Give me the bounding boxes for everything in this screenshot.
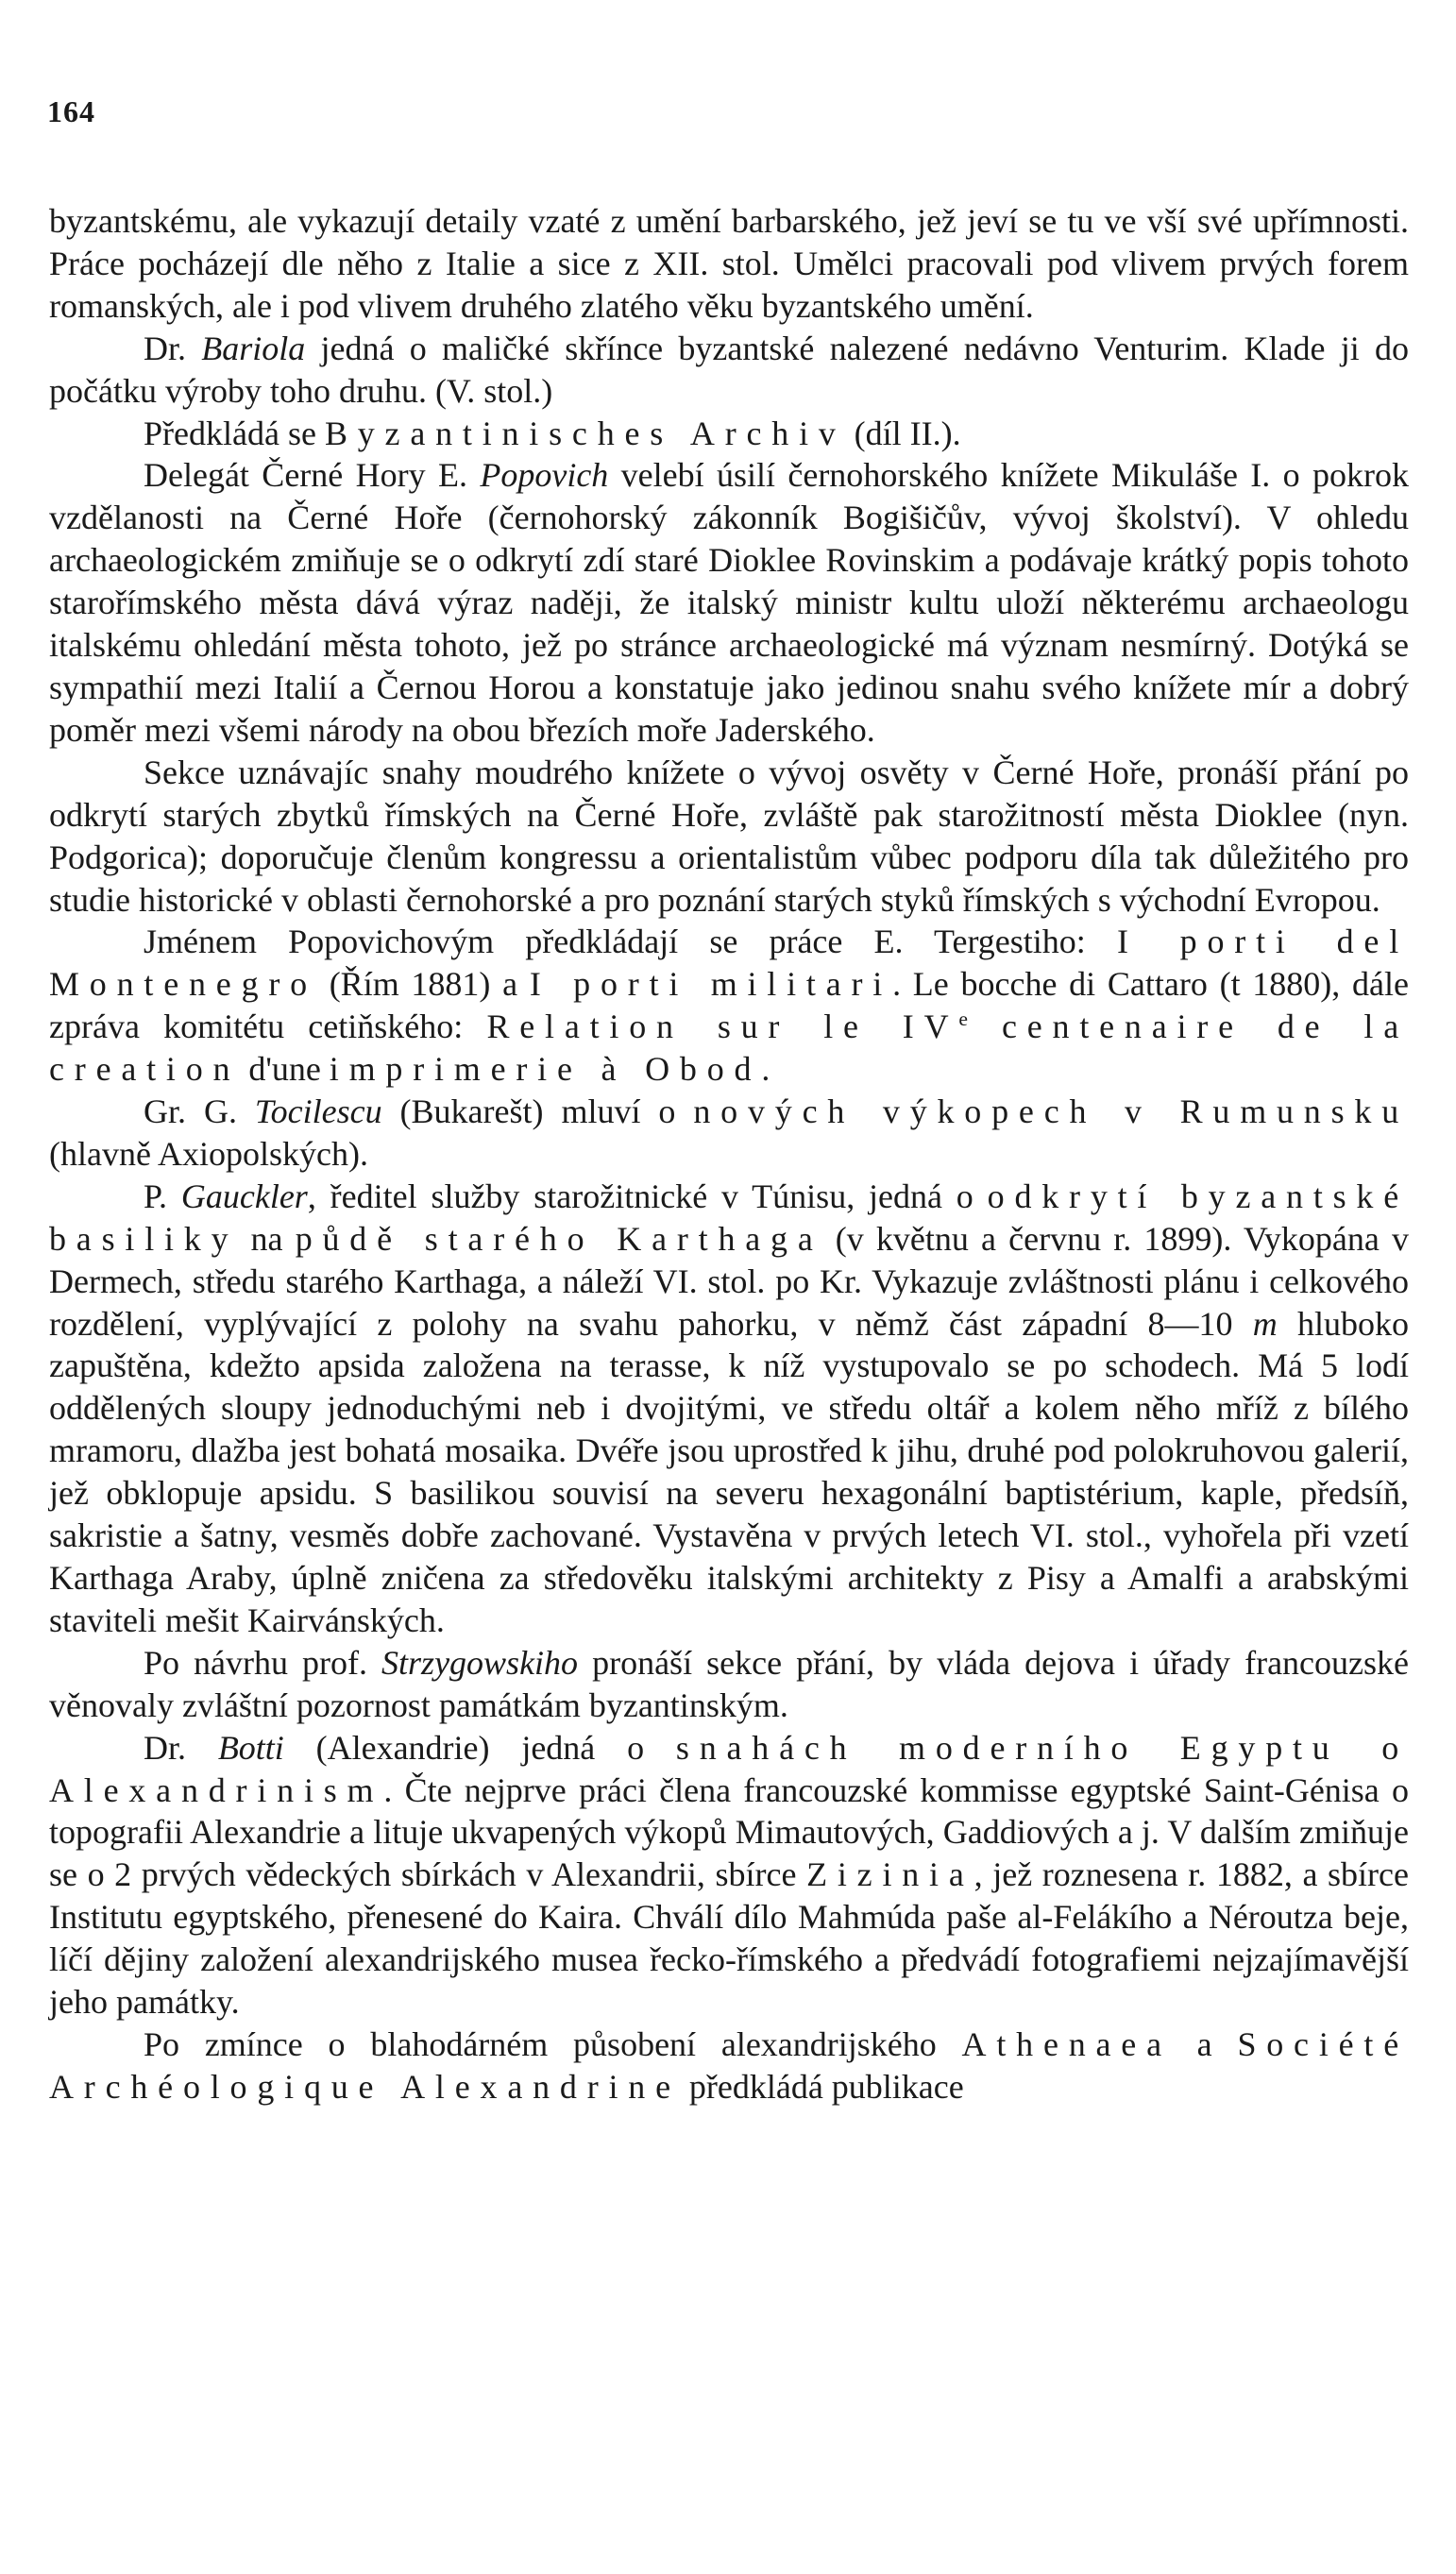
page-number: 164 (47, 94, 95, 128)
text-run: Předkládá se (144, 414, 325, 452)
text-run: d'une (240, 1050, 330, 1089)
paragraph-p2 (49, 328, 1409, 413)
text-run: imprimerie à Obod (329, 1050, 762, 1089)
paragraph-p8 (49, 1176, 1409, 1642)
text-run: . (761, 1050, 770, 1089)
text-run: (Bukarešt) mluví o (381, 1092, 694, 1131)
text-run: Po návrhu prof. (144, 1643, 382, 1682)
paragraph-p1 (49, 200, 1409, 328)
text-run: Po zmínce o blahodárném působení alexandrijského (144, 2024, 962, 2063)
paragraph-p11 (49, 2024, 1409, 2108)
paragraph-p9 (49, 1642, 1409, 1727)
text-run: půdě starého Karthaga (295, 1219, 823, 1258)
text-run: pronáší sekce přání, by vláda dejova i úřady francouzské věnovaly zvláštní pozornost památkám byzantinským. (49, 1643, 1409, 1724)
text-run: Société Archéologique Alexandrine (49, 2024, 1409, 2106)
text-run: . Le bocche di Cattaro (t 1880), dále zpráva komitétu cetiňského: (49, 965, 1409, 1046)
text-run: (Řím 1881) a (316, 965, 530, 1004)
text-run: Gr. G. (144, 1092, 255, 1131)
text-run: (v květnu a červnu r. 1899). Vykopána v Dermech, středu starého Karthaga, a náleží VI. stol. po Kr. Vykazuje zvláštnosti plánu i celkového rozdělení, vyplývající z polohy na svahu pahorku, v němž část západní 8—10 (49, 1219, 1409, 1343)
text-run: centenaire de la creation (49, 1008, 1409, 1089)
text-run: Bariola (201, 329, 306, 367)
text-run: předkládá publikace (680, 2067, 964, 2106)
text-run: Sekce uznávajíc snahy moudrého knížete o vývoj osvěty v Černé Hoře, pronáší přání po odkrytí starých zbytků římských na Černé Hoře, zvláště pak starožitností města Dioklee (nyn. Podgorica); doporučuje členům kongressu a orientalistům vůbec podporu díla tak důležitého pro studie historické v oblasti černohorské a pro poznání starých styků římských s východní Evropou. (49, 753, 1409, 919)
paragraph-p5 (49, 752, 1409, 922)
text-run: Dr. (144, 329, 202, 367)
text-run: Delegát Černé Hory E. (144, 456, 481, 495)
text-run: (Alexandrie) jedná o (283, 1728, 676, 1767)
text-run: P. (144, 1177, 181, 1215)
text-run: Botti (217, 1728, 284, 1767)
text-run: a (1171, 2024, 1238, 2063)
text-run: , jež roznesena r. 1882, a sbírce Institutu egyptského, přenesené do Kaira. Chválí dílo Mahmúda paše al-Felákího a Néroutza beje, líčí dějiny založení alexandrijského musea řecko-římského a předvádí fotografiemi nejzajímavější jeho památky. (49, 1855, 1409, 2022)
paragraph-p3 (49, 413, 1409, 455)
paragraph-p4 (49, 454, 1409, 751)
text-body (49, 200, 1409, 2108)
text-run: jedná o maličké skřínce byzantské nalezené nedávno Venturim. Klade ji do počátku výroby toho druhu. (V. stol.) (49, 329, 1410, 410)
text-run: . Čte nejprve práci člena francouzské kommisse egyptské Saint-Génisa o topografii Alexandrie a lituje ukvapených výkopů Mimautových, Gaddiových a j. V dalším zmiňuje se o 2 prvých vědeckých sbírkách v Alexandrii, sbírce (49, 1770, 1409, 1894)
text-run: (hlavně Axiopolských). (49, 1134, 368, 1173)
paragraph-p10 (49, 1727, 1409, 2024)
text-run: e (958, 1008, 968, 1031)
text-run: Tocilescu (254, 1092, 382, 1131)
text-run: Jménem Popovichovým předkládají se práce E. Tergestiho: (144, 923, 1117, 961)
text-run: Zizinia (806, 1855, 974, 1894)
text-run: snahách moderního Egyptu o Alexandrinism (49, 1728, 1410, 1809)
text-run: Strzygowskiho (381, 1643, 579, 1682)
text-run: na (238, 1219, 296, 1258)
text-run: (díl II.). (845, 414, 961, 452)
text-run: Athenaea (961, 2024, 1172, 2063)
text-run: hluboko zapuštěna, kdežto apsida založena na terasse, k níž vystupovalo se po schodech. Má 5 lodí oddělených sloupy jednoduchými neb i dvojitými, ve středu oltář a kolem něho mříž z bílého mramoru, dlažba jest bohatá mosaika. Dvéře jsou uprostřed k jihu, druhé pod polokruhovou galerií, jež obklopuje apsidu. S basilikou souvisí na severu hexagonální baptistérium, kaple, předsíň, sakristie a šatny, vesměs dobře zachované. Vystavěna v prvých letech VI. stol., vyhořela při vzetí Karthaga Araby, úplně zničena za středověku italskými architekty z Pisy a Amalfi a arabskými staviteli mešit Kairvánských. (49, 1304, 1409, 1639)
text-run: Gauckler (180, 1177, 308, 1215)
text-run: m (1252, 1304, 1278, 1343)
text-run: odkrytí byzantské basiliky (49, 1177, 1410, 1258)
text-run: byzantskému, ale vykazují detaily vzaté z umění barbarského, jež jeví se tu ve vší své upřímnosti. Práce pocházejí dle něho z Italie a sice z XII. stol. Umělci pracovali pod vlivem prvých forem romanských, ale i pod vlivem druhého zlatého věku byzantského umění. (49, 202, 1409, 325)
paragraph-p7 (49, 1091, 1409, 1176)
text-run: nových výkopech v Rumunsku (693, 1092, 1410, 1131)
text-run: I porti militari (529, 965, 893, 1004)
text-run: Byzantinisches Archiv (324, 414, 846, 452)
paragraph-p6 (49, 921, 1409, 1091)
text-run: , ředitel služby starožitnické v Túnisu, jedná o (307, 1177, 988, 1215)
text-run: velebí úsilí černohorského knížete Mikuláše I. o pokrok vzdělanosti na Černé Hoře (černohorský zákonník Bogišičův, vývoj školství). V ohledu archaeologickém zmiňuje se o odkrytí zdí staré Dioklee Rovinskim a podávaje krátký popis tohoto starořímského města dává výraz naději, že italský ministr kultu uloží některému archaeologu italskému ohledání města tohoto, jež po stránce archaeologické má význam nesmírný. Dotýká se sympathií mezi Italií a Černou Horou a konstatuje jako jedinou snahu svého knížete mír a dobrý poměr mezi všemi národy na obou březích moře Jaderského. (49, 456, 1410, 749)
text-run: Popovich (480, 456, 609, 495)
text-run: Dr. (144, 1728, 218, 1767)
text-run: I porti del Montenegro (49, 923, 1409, 1004)
text-run: Relation sur le IV (486, 1008, 959, 1046)
